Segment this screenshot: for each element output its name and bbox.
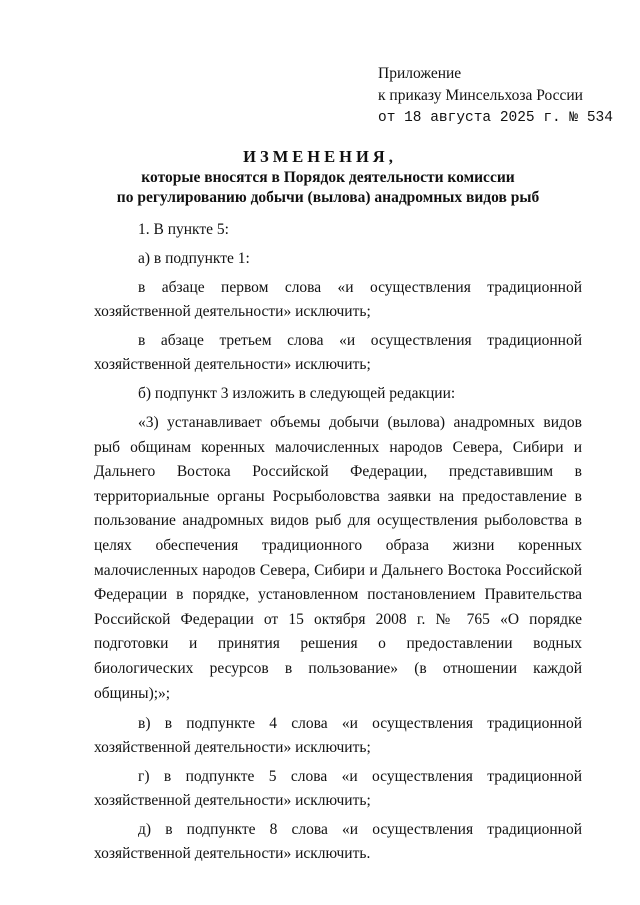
paragraph-7: в) в подпункте 4 слова «и осуществления традиционной хозяйственной деятельности» исключить; [94, 715, 582, 757]
paragraph-1: 1. В пункте 5: [138, 221, 229, 238]
appendix-line-2: к приказу Минсельхоза России [378, 87, 583, 104]
paragraph-4: в абзаце третьем слова «и осуществления традиционной хозяйственной деятельности» исключить; [94, 332, 582, 373]
paragraph-5: б) подпункт 3 изложить в следующей редакции: [138, 385, 456, 402]
paragraph-3: в абзаце первом слова «и осуществления традиционной хозяйственной деятельности» исключить; [94, 279, 582, 320]
paragraph-9: д) в подпункте 8 слова «и осуществления традиционной хозяйственной деятельности» исключить. [94, 821, 582, 863]
document-subtitle-line-1: которые вносятся в Порядок деятельности комиссии [141, 169, 515, 186]
appendix-block [378, 63, 613, 129]
document-title: ИЗМЕНЕНИЯ, [243, 147, 397, 166]
appendix-line-1: Приложение [378, 65, 462, 82]
document-body [94, 218, 582, 866]
document-subtitle-line-2: по регулированию добычи (вылова) анадромных видов рыб [116, 189, 540, 206]
paragraph-8: г) в подпункте 5 слова «и осуществления традиционной хозяйственной деятельности» исключить; [94, 768, 582, 810]
paragraph-2: а) в подпункте 1: [138, 250, 250, 267]
paragraph-6: «3) устанавливает объемы добычи (вылова) анадромных видов рыб общинам коренных малочисленных народов Севера, Сибири и Дальнего Востока Российской Федерации, представившим в территориальные органы Росрыболовства заявки на предоставление в пользование анадромных видов рыб для осуществления рыболовства в целях обеспечения традиционного образа жизни коренных малочисленных народов Севера, Сибири и Дальнего Востока Российской Федерации в порядке, установленном постановлением Правительства Российской Федерации от 15 октября 2008 г. № 765 «О порядке подготовки и принятия решения о предоставлении водных биологических ресурсов в пользование» (в отношении каждой общины);»; [94, 414, 582, 702]
appendix-line-3: от 18 августа 2025 г. № 534 [378, 110, 613, 126]
